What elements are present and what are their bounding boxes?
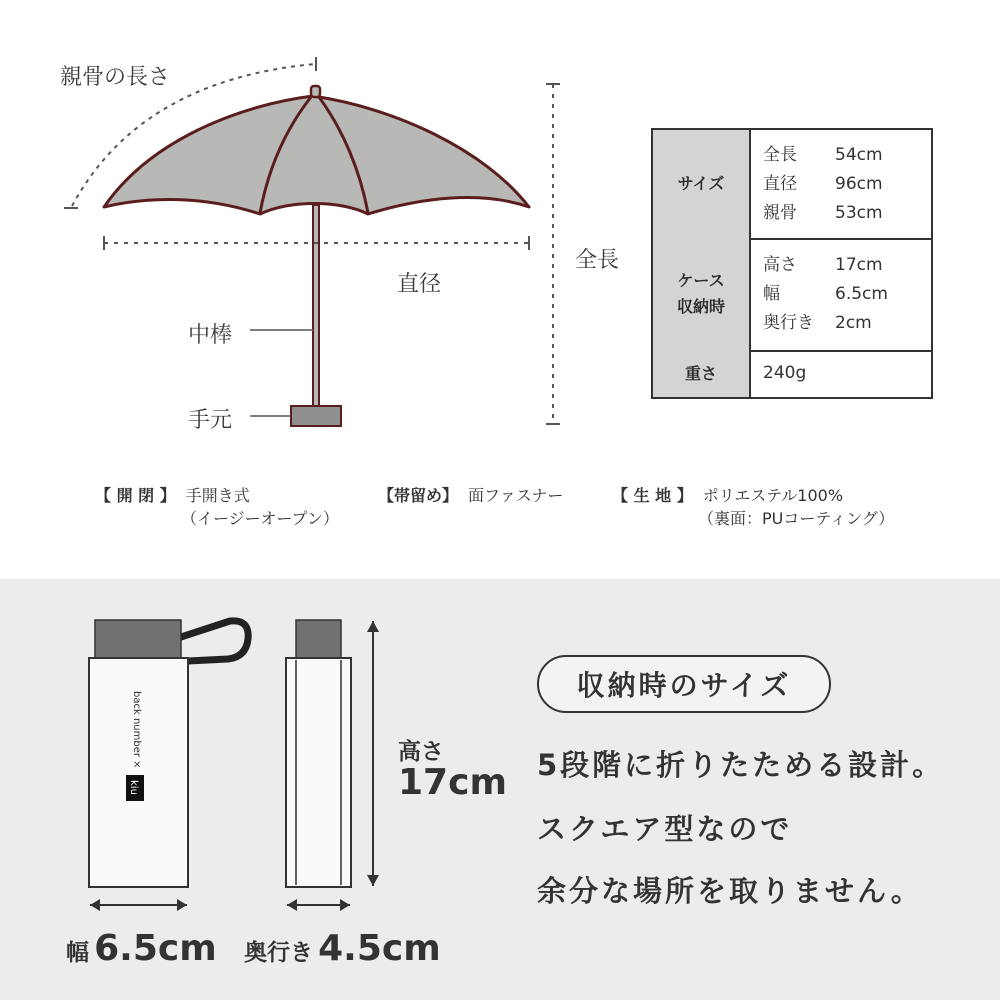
feature-value: 面ファスナー [468,486,564,505]
front-cap [95,620,181,660]
spec-line [763,141,883,170]
spec-line [763,170,883,199]
feature-opening [95,484,339,530]
spec-key: 直径 [763,173,797,194]
side-cap [296,620,341,660]
spec-key: 全長 [763,144,797,165]
front-brand-badge-text: kiu [128,780,139,795]
feature-key: 【 生 地 】 [612,486,693,505]
diameter-label: 直径 [397,272,442,297]
spec-body-size [763,130,883,238]
feature-value: ポリエステル100% [702,486,844,505]
spec-key: 親骨 [763,202,797,223]
spec-value: 96cm [835,173,883,194]
spec-head-size: サイズ [653,130,751,238]
feature-key: 【 開 閉 】 [95,486,176,505]
spec-body-weight [763,350,806,397]
spec-value: 53cm [835,202,883,223]
spec-head-case [653,238,751,350]
spec-row-weight [653,350,931,397]
spec-body-case [763,238,888,350]
feature-value-2: （裏面：PUコーティング） [698,509,895,528]
feature-strap [378,484,563,507]
spec-key: 幅 [763,283,780,304]
stored-size-title: 収納時のサイズ [537,655,831,713]
spec-weight-value: 240g [763,363,807,383]
height-value: 17cm [398,762,507,803]
width-value: 6.5cm [94,928,217,969]
shaft-label: 中棒 [188,323,233,348]
front-brand-text: back number × [131,691,142,769]
spec-line [763,199,883,228]
depth-arrow-right-head [340,899,350,911]
spec-head-case-line2: 収納時 [676,297,725,316]
feature-fabric [612,484,894,530]
width-label: 幅 [66,940,89,966]
spec-line [763,309,888,338]
spec-value: 17cm [835,254,883,275]
feature-key: 【帯留め】 [378,486,459,505]
umbrella-handle [291,406,341,426]
feature-value: 手開き式 [185,486,250,505]
depth-value: 4.5cm [318,928,441,969]
depth-label: 奥行き [244,940,313,966]
description-line-1: 5段階に折りたためる設計。 [537,748,945,782]
width-dimension [66,928,217,969]
spec-head-weight: 重さ [653,350,751,397]
spec-table [651,128,933,399]
spec-row-case [653,238,931,352]
depth-arrow-left-head [287,899,297,911]
umbrella-shaft [313,205,319,407]
description-line-3: 余分な場所を取りません。 [537,874,923,908]
spec-value: 6.5cm [835,283,888,304]
spec-key: 高さ [763,254,797,275]
width-arrow-right-head [177,899,187,911]
strap-icon [178,621,248,661]
height-label: 高さ [398,739,444,765]
feature-value-2: （イージーオープン） [181,509,339,528]
umbrella-canopy [104,96,529,214]
width-arrow-left-head [90,899,100,911]
spec-line [763,280,888,309]
spec-row-size [653,130,931,240]
rib-length-label: 親骨の長さ [60,65,171,90]
total-length-label: 全長 [575,248,620,273]
description-line-2: スクエア型なので [537,812,793,846]
height-arrow-bottom-head [367,875,379,886]
spec-value: 2cm [835,312,872,333]
height-arrow-top-head [367,621,379,632]
spec-key: 奥行き [763,312,814,333]
depth-dimension [244,928,441,969]
umbrella-tip [311,86,320,97]
spec-head-case-line1: ケース [677,271,725,290]
spec-line [763,251,888,280]
handle-label: 手元 [188,408,233,433]
spec-value: 54cm [835,144,883,165]
